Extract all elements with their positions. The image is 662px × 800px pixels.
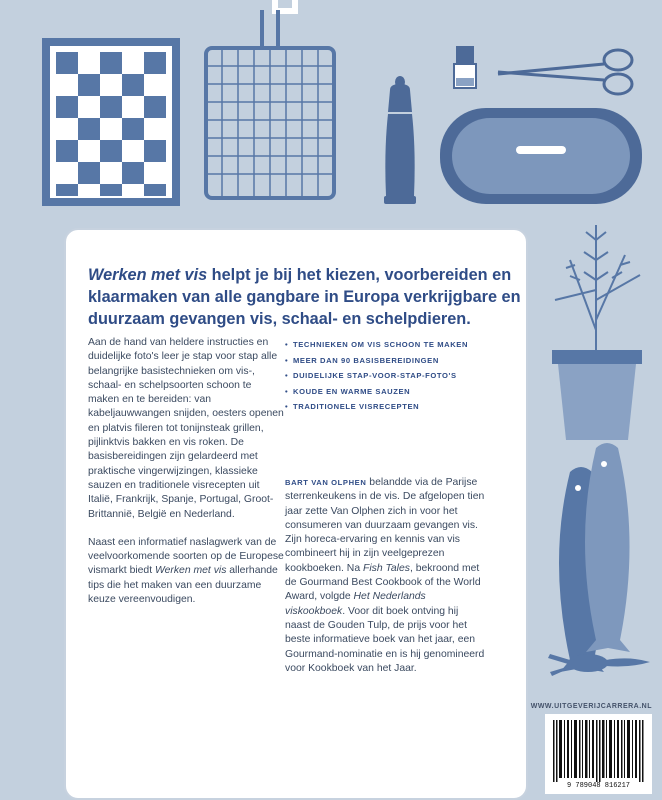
feature-list	[285, 337, 485, 415]
author-name: BART VAN OLPHEN	[285, 478, 367, 487]
feature-bullet: •	[285, 340, 289, 349]
feature-bullet: •	[285, 402, 289, 412]
author-bio-book-2: Het Nederlands viskookboek	[285, 591, 426, 617]
feature-item	[285, 337, 485, 353]
squid-icon	[548, 654, 650, 676]
feature-text: TRADITIONELE VISRECEPTEN	[293, 402, 420, 412]
left-column	[88, 336, 284, 621]
spice-shaker-icon	[454, 46, 476, 88]
barcode-number: 9 789048 816217	[545, 782, 652, 790]
feature-text: TECHNIEKEN OM VIS SCHOON TE MAKEN	[293, 340, 469, 349]
lead-text: helpt je bij het kiezen, voorbereiden en klaarmaken van alle gangbare in Europa verkrijgbare en duurzaam gevangen vis, schaal- en schelpdieren.	[88, 266, 521, 328]
feature-text: MEER DAN 90 BASISBEREIDINGEN	[293, 355, 439, 365]
feature-bullet: •	[285, 386, 289, 396]
feature-text: DUIDELIJKE STAP-VOOR-STAP-FOTO'S	[293, 371, 457, 381]
lead-paragraph	[88, 264, 528, 330]
left-paragraph-1: Aan de hand van heldere instructies en duidelijke foto's leer je stap voor stap alle belangrijke basistechnieken om vis-, schaal- en schelpsoorten schoon te maken en te bereiden: van kabeljauwwangen snijden, oesters openen en platvis fileren tot tonijnsteak grillen, pijlinktvis bakken en vis roken. De basisbereidingen zijn gelardeerd met praktische vingerwijzingen, klassieke sauzen en traditionele visrecepten uit Italië, Frankrijk, Spanje, Portugal, Groot-Brittannië, België en Nederland.	[88, 337, 284, 520]
barcode-bars	[545, 714, 652, 782]
feature-bullet: •	[285, 371, 289, 381]
author-bio-text-1: belandde via de Parijse sterrenkeukens in de vis. De afgelopen tien jaar zette Van Olphen zich in voor het consumeren van duurzaam gevangen vis. Zijn horeca-ervaring en kennis van vis combineert hij in zijn veelgeprezen kookboeken. Na	[285, 477, 485, 574]
author-bio	[285, 476, 485, 676]
grill-basket-icon	[206, 10, 334, 198]
lead-book-title: Werken met vis	[88, 266, 208, 284]
author-bio-book-1: Fish Tales	[362, 562, 410, 574]
feature-item	[285, 353, 485, 369]
checkered-towel-icon	[46, 42, 176, 202]
left-paragraph-2-title: Werken met vis	[154, 565, 227, 577]
feature-item	[285, 399, 485, 415]
publisher-url: WWW.UITGEVERIJCARRERA.NL	[530, 703, 652, 710]
hanger-icon	[272, 0, 298, 14]
scissors-icon	[498, 50, 632, 94]
left-paragraph-2-end: allerhande tips die het maken van een duurzame keuze vereenvoudigen.	[88, 565, 278, 606]
feature-item	[285, 384, 485, 400]
author-bio-text-3: . Voor dit boek ontving hij naast de Gouden Tulp, de prijs voor het beste informatieve boek van het jaar, een Gourmand-nominatie en is hij genomineerd voor Kookboek van het Jaar.	[285, 605, 485, 674]
left-paragraph-2	[88, 536, 284, 607]
feature-item	[285, 368, 485, 384]
left-paragraph-2-start: Naast een informatief naslagwerk van de veelvoorkomende soorten op de Europese vismarkt biedt	[88, 536, 284, 577]
feature-bullet: •	[285, 355, 289, 365]
pepper-mill-icon	[384, 76, 416, 204]
feature-text: KOUDE EN WARME SAUZEN	[293, 386, 411, 396]
rosemary-plant-icon	[552, 225, 642, 440]
author-bio-text-2: , bekroond met de Gourmand Best Cookbook of the World Award, volgde	[285, 562, 481, 603]
fish-dish-icon	[440, 108, 642, 204]
